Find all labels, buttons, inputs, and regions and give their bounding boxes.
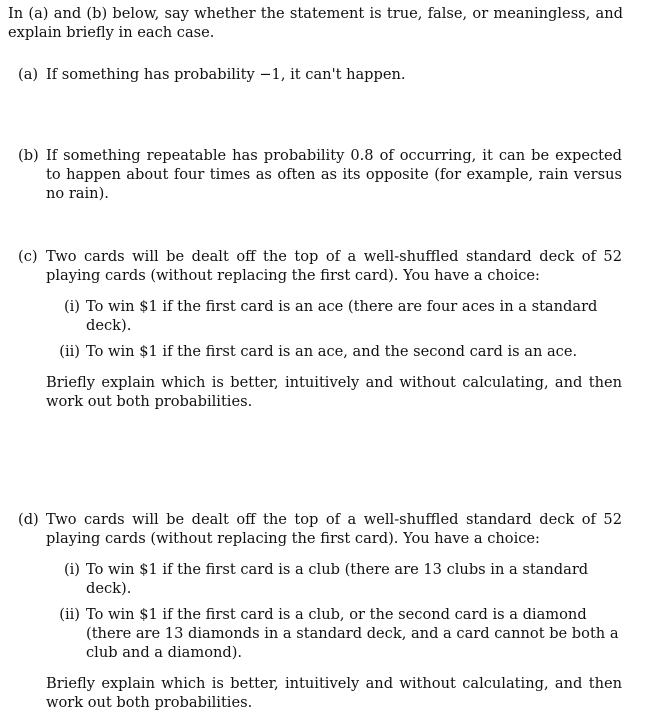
option-text: To win $1 if the first card is a club (there are 13 clubs in a standard deck).: [86, 561, 589, 597]
option-label: (i): [63, 298, 80, 315]
question-a-label: (a): [18, 66, 39, 83]
question-d-option-i: [52, 560, 622, 598]
option-label: (i): [63, 561, 80, 578]
question-c-option-ii: [52, 342, 622, 361]
question-a: [18, 65, 622, 84]
question-d-label: (d): [18, 511, 39, 528]
question-c: [18, 247, 622, 411]
intro-paragraph: In (a) and (b) below, say whether the statement is true, false, or meaningless, and explain briefly in each case.: [8, 5, 623, 41]
question-c-options: [52, 297, 622, 361]
question-c-label: (c): [18, 248, 38, 265]
question-d-options: [52, 560, 622, 662]
question-b: [18, 146, 622, 203]
question-a-text: If something has probability −1, it can't happen.: [46, 66, 406, 83]
option-label: (ii): [59, 606, 80, 623]
question-d: [18, 510, 622, 712]
option-text: To win $1 if the first card is an ace, and the second card is an ace.: [86, 343, 578, 360]
question-c-option-i: [52, 297, 622, 335]
question-c-explain: Briefly explain which is better, intuitively and without calculating, and then work out both probabilities.: [46, 374, 622, 410]
question-d-option-ii: [52, 605, 622, 662]
question-b-text: If something repeatable has probability 0.8 of occurring, it can be expected to happen about four times as often as its opposite (for example, rain versus no rain).: [46, 147, 622, 202]
question-b-label: (b): [18, 147, 39, 164]
option-label: (ii): [59, 343, 80, 360]
question-c-text: Two cards will be dealt off the top of a well-shuffled standard deck of 52 playing cards (without replacing the first card). You have a choice:: [46, 248, 622, 284]
question-d-text: Two cards will be dealt off the top of a well-shuffled standard deck of 52 playing cards (without replacing the first card). You have a choice:: [46, 511, 622, 547]
option-text: To win $1 if the first card is a club, or the second card is a diamond (there are 13 diamonds in a standard deck, and a card cannot be both a club and a diamond).: [86, 606, 619, 661]
option-text: To win $1 if the first card is an ace (there are four aces in a standard deck).: [86, 298, 598, 334]
question-d-explain: Briefly explain which is better, intuitively and without calculating, and then work out both probabilities.: [46, 675, 622, 711]
